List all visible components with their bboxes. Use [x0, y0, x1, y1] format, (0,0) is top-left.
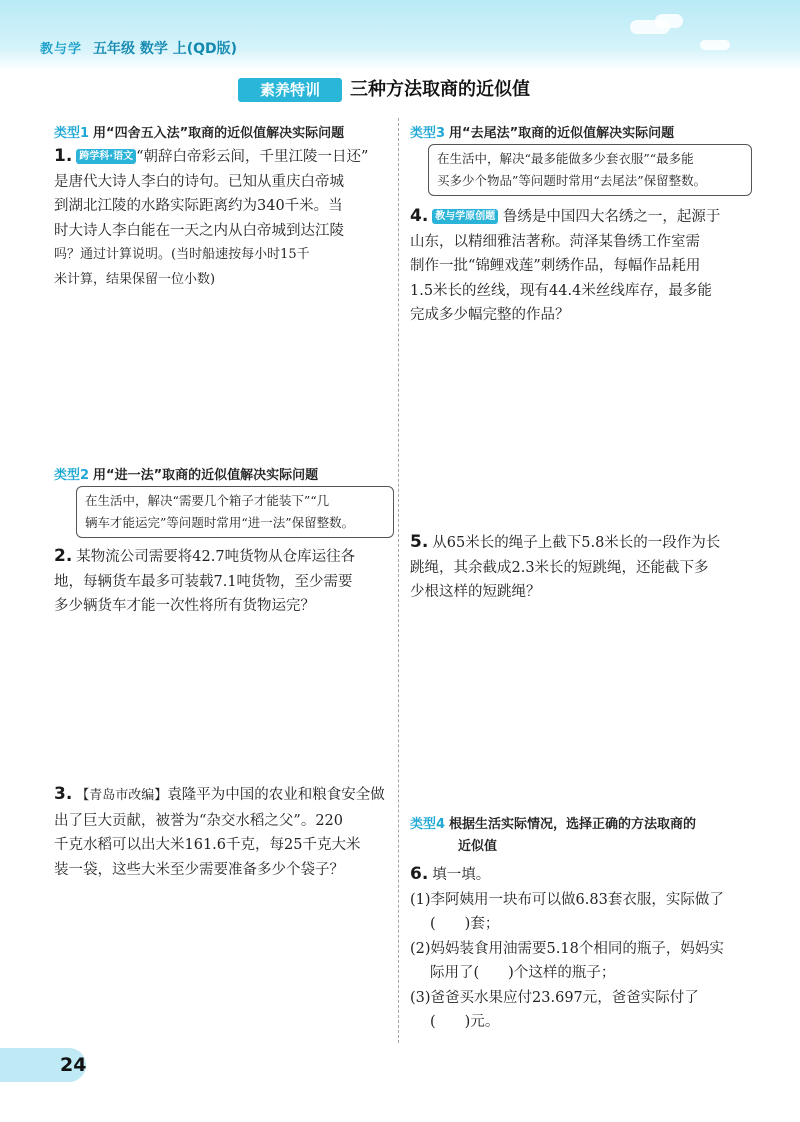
fill-item: (3)爸爸买水果应付23.697元，爸爸实际付了	[410, 989, 699, 1006]
section-type3	[410, 122, 674, 141]
question-text: 袁隆平为中国的农业和粮食安全做	[167, 787, 385, 803]
section-text: 用“四舍五入法”取商的近似值解决实际问题	[93, 126, 345, 141]
question-text: 少根这样的短跳绳？	[410, 584, 541, 600]
fill-blank[interactable]: 际用了( )个这样的瓶子；	[430, 965, 616, 981]
question-number: 6.	[410, 864, 429, 884]
page-number: 24	[60, 1054, 87, 1076]
question-number: 4.	[410, 206, 429, 226]
section-tag: 类型2	[54, 468, 90, 483]
column-divider	[398, 118, 399, 1043]
question-text: 多少辆货车才能一次性将所有货物运完？	[54, 598, 315, 614]
question-1	[54, 144, 394, 292]
tip-text: 辆车才能运完”等问题时常用“进一法”保留整数。	[85, 515, 355, 530]
brand-logo: 教与学	[40, 42, 83, 57]
section-text: 用“去尾法”取商的近似值解决实际问题	[449, 126, 675, 141]
question-text: 米计算，结果保留一位小数)	[54, 271, 216, 287]
tip-text: 在生活中，解决“最多能做多少套衣服”“最多能	[437, 151, 694, 166]
section-type4	[410, 814, 696, 858]
question-text: 1.5米长的丝线，现有44.4米丝线库存，最多能	[410, 282, 712, 299]
question-text: 千克水稻可以出大米161.6千克，每25千克大米	[54, 837, 361, 853]
question-text: 到湖北江陵的水路实际距离约为340千米。当	[54, 198, 343, 214]
header-band	[0, 0, 800, 70]
fill-item: (2)妈妈装食用油需要5.18个相同的瓶子，妈妈实	[410, 940, 724, 957]
tip-text: 在生活中，解决“需要几个箱子才能装下”“几	[85, 493, 330, 508]
question-text: 完成多少幅完整的作品？	[410, 307, 570, 323]
fill-item: (1)李阿姨用一块布可以做6.83套衣服，实际做了	[410, 891, 724, 908]
question-text: 时大诗人李白能在一天之内从白帝城到达江陵	[54, 222, 344, 239]
title-text: 三种方法取商的近似值	[350, 79, 530, 100]
cloud-decoration	[700, 40, 730, 50]
question-title: 填一填。	[432, 867, 491, 883]
question-text: 山东，以精细雅洁著称。菏泽某鲁绣工作室需	[410, 233, 700, 250]
section-text: 根据生活实际情况，选择正确的方法取商的	[449, 817, 697, 832]
section-text: 近似值	[458, 839, 498, 854]
section-text: 用“进一法”取商的近似值解决实际问题	[93, 468, 319, 483]
title-tag: 素养特训	[238, 78, 342, 102]
book-grade: 五年级 数学 上(QD版)	[93, 41, 238, 57]
question-text: “朝辞白帝彩云间，千里江陵一日还”	[136, 149, 369, 165]
cloud-decoration	[655, 14, 683, 28]
question-6	[410, 862, 755, 1035]
tip-box-jinyi	[76, 486, 394, 538]
question-4	[410, 204, 755, 328]
question-text: 地，每辆货车最多可装载7.1吨货物，至少需要	[54, 573, 353, 590]
question-text: 出了巨大贡献，被誉为“杂交水稻之父”。220	[54, 812, 344, 829]
question-2	[54, 544, 394, 619]
question-3	[54, 782, 394, 882]
question-text: 从65米长的绳子上截下5.8米长的一段作为长	[432, 535, 721, 551]
question-text: 某物流公司需要将42.7吨货物从仓库运往各	[76, 549, 356, 565]
question-text: 是唐代大诗人李白的诗句。已知从重庆白帝城	[54, 173, 344, 190]
question-number: 1.	[54, 146, 73, 166]
question-5	[410, 530, 755, 605]
question-number: 5.	[410, 532, 429, 552]
section-type2	[54, 464, 318, 483]
original-badge: 教与学原创题	[432, 209, 498, 224]
question-number: 2.	[54, 546, 73, 566]
question-text: 吗？通过计算说明。(当时船速按每小时15千	[54, 247, 310, 262]
tip-text: 买多少个物品”等问题时常用“去尾法”保留整数。	[437, 173, 707, 188]
source-tag: 【青岛市改编】	[76, 788, 168, 803]
subject-badge: 跨学科·语文	[76, 149, 136, 164]
section-tag: 类型1	[54, 126, 90, 141]
section-tag: 类型3	[410, 126, 446, 141]
fill-blank[interactable]: ( )元。	[430, 1014, 500, 1030]
section-tag: 类型4	[410, 817, 446, 832]
fill-blank[interactable]: ( )套；	[430, 916, 500, 932]
tip-box-quwei	[428, 144, 752, 196]
question-text: 装一袋，这些大米至少需要准备多少个袋子？	[54, 861, 344, 878]
question-text: 跳绳，其余截成2.3米长的短跳绳，还能截下多	[410, 559, 709, 576]
question-text: 鲁绣是中国四大名绣之一，起源于	[502, 209, 721, 225]
section-type1	[54, 122, 344, 141]
question-text: 制作一批“锦鲤戏莲”刺绣作品，每幅作品耗用	[410, 258, 701, 274]
question-number: 3.	[54, 784, 73, 804]
